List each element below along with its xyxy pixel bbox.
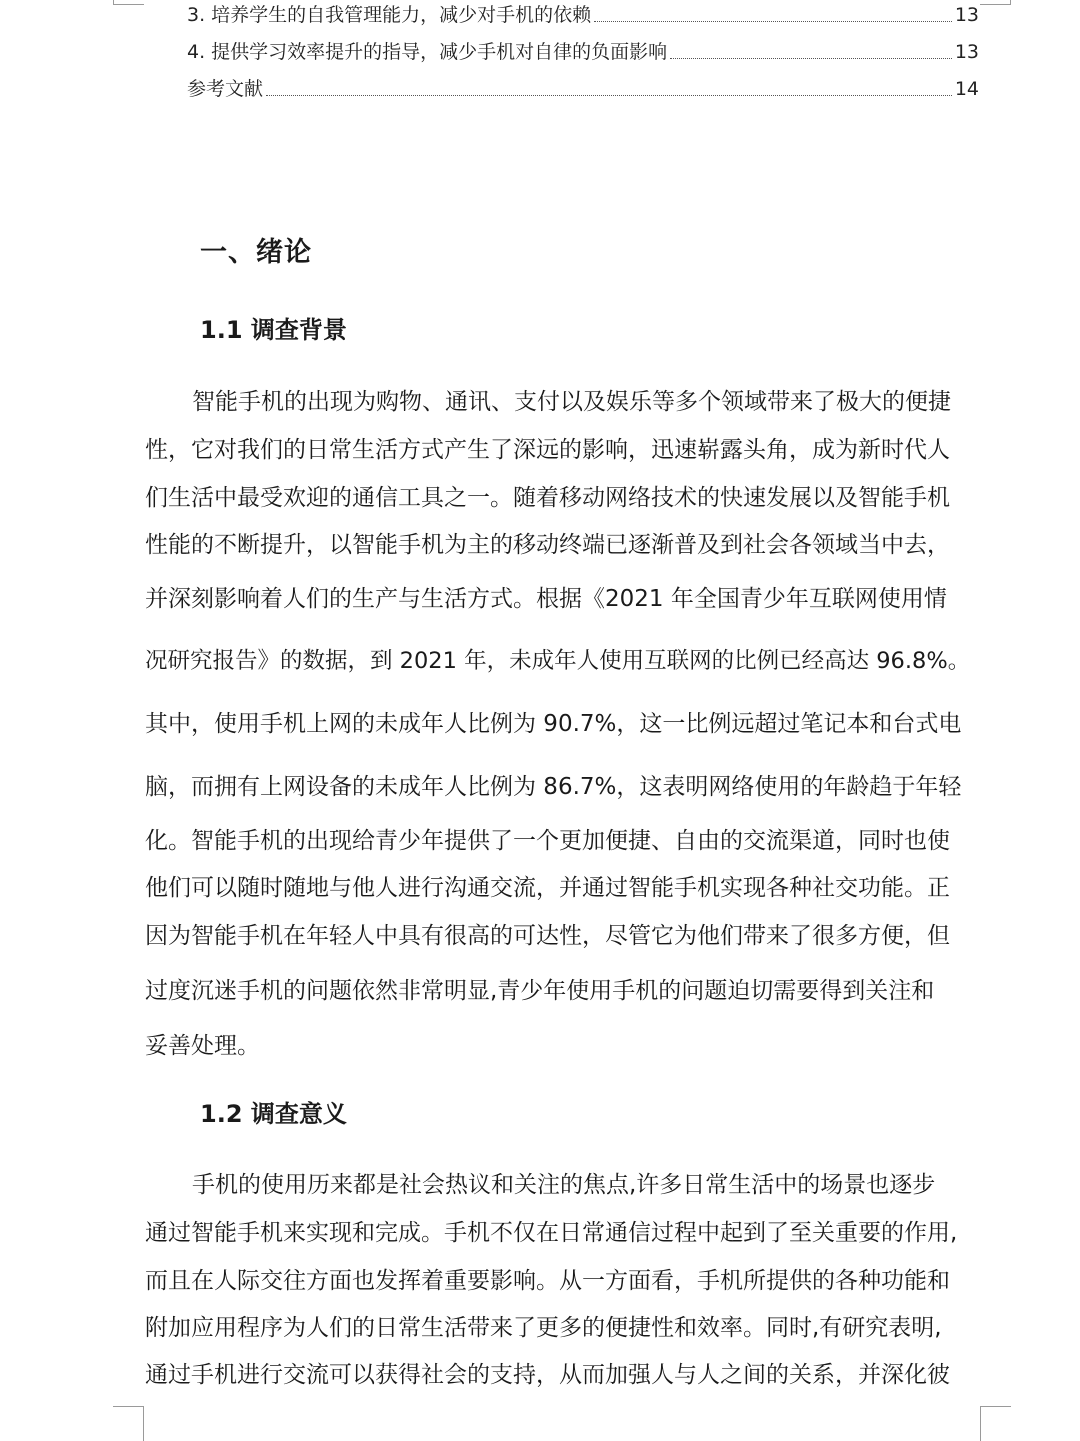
paragraph-line: 性能的不断提升，以智能手机为主的移动终端已逐渐普及到社会各领域当中去， [145,532,950,558]
toc-entry-page: 13 [954,41,979,63]
paragraph-line: 并深刻影响着人们的生产与生活方式。根据《2021 年全国青少年互联网使用情 [145,586,947,612]
toc-entry[interactable] [187,63,979,100]
paragraph-line: 因为智能手机在年轻人中具有很高的可达性，尽管它为他们带来了很多方便，但 [145,923,950,949]
toc-dot-leader [266,94,952,96]
paragraph-line: 附加应用程序为人们的日常生活带来了更多的便捷性和效率。同时,有研究表明, [145,1315,942,1341]
page-corner-mark [113,0,144,5]
page-corner-mark [113,1406,144,1441]
paragraph-line: 其中，使用手机上网的未成年人比例为 90.7%，这一比例远超过笔记本和台式电 [145,711,962,737]
toc-dot-leader [594,20,952,22]
paragraph-line: 通过手机进行交流可以获得社会的支持，从而加强人与人之间的关系，并深化彼 [145,1362,950,1388]
table-of-contents [187,0,979,100]
toc-entry-page: 14 [954,78,979,100]
paragraph-line: 们生活中最受欢迎的通信工具之一。随着移动网络技术的快速发展以及智能手机 [145,485,950,511]
paragraph-line: 他们可以随时随地与他人进行沟通交流，并通过智能手机实现各种社交功能。正 [145,875,950,901]
toc-entry-page: 13 [954,4,979,26]
paragraph-line: 手机的使用历来都是社会热议和关注的焦点,许多日常生活中的场景也逐步 [192,1172,936,1198]
paragraph-line: 性，它对我们的日常生活方式产生了深远的影响，迅速崭露头角，成为新时代人 [145,437,950,463]
chapter-title: 一、绪论 [200,237,312,268]
page-corner-mark [980,0,1011,5]
paragraph-line: 智能手机的出现为购物、通讯、支付以及娱乐等多个领域带来了极大的便捷 [192,389,951,415]
paragraph-line: 妥善处理。 [145,1033,260,1059]
paragraph-line: 通过智能手机来实现和完成。手机不仅在日常通信过程中起到了至关重要的作用, [145,1220,958,1246]
paragraph-line: 而且在人际交往方面也发挥着重要影响。从一方面看，手机所提供的各种功能和 [145,1268,950,1294]
toc-entry-title: 3. 培养学生的自我管理能力，减少对手机的依赖 [187,4,592,26]
page-corner-mark [980,1406,1011,1441]
paragraph-line: 脑，而拥有上网设备的未成年人比例为 86.7%，这表明网络使用的年龄趋于年轻 [145,774,962,800]
section-heading-significance: 1.2 调查意义 [200,1100,347,1128]
section-heading-background: 1.1 调查背景 [200,316,347,344]
paragraph-line: 过度沉迷手机的问题依然非常明显,青少年使用手机的问题迫切需要得到关注和 [145,978,935,1004]
toc-entry[interactable] [187,0,979,26]
paragraph-line: 况研究报告》的数据，到 2021 年，未成年人使用互联网的比例已经高达 96.8%。 [145,648,971,674]
toc-entry-title: 4. 提供学习效率提升的指导，减少手机对自律的负面影响 [187,41,668,63]
paragraph-line: 化。智能手机的出现给青少年提供了一个更加便捷、自由的交流渠道，同时也使 [145,828,950,854]
toc-entry[interactable] [187,26,979,63]
toc-entry-title: 参考文献 [187,78,264,100]
toc-dot-leader [670,57,952,59]
